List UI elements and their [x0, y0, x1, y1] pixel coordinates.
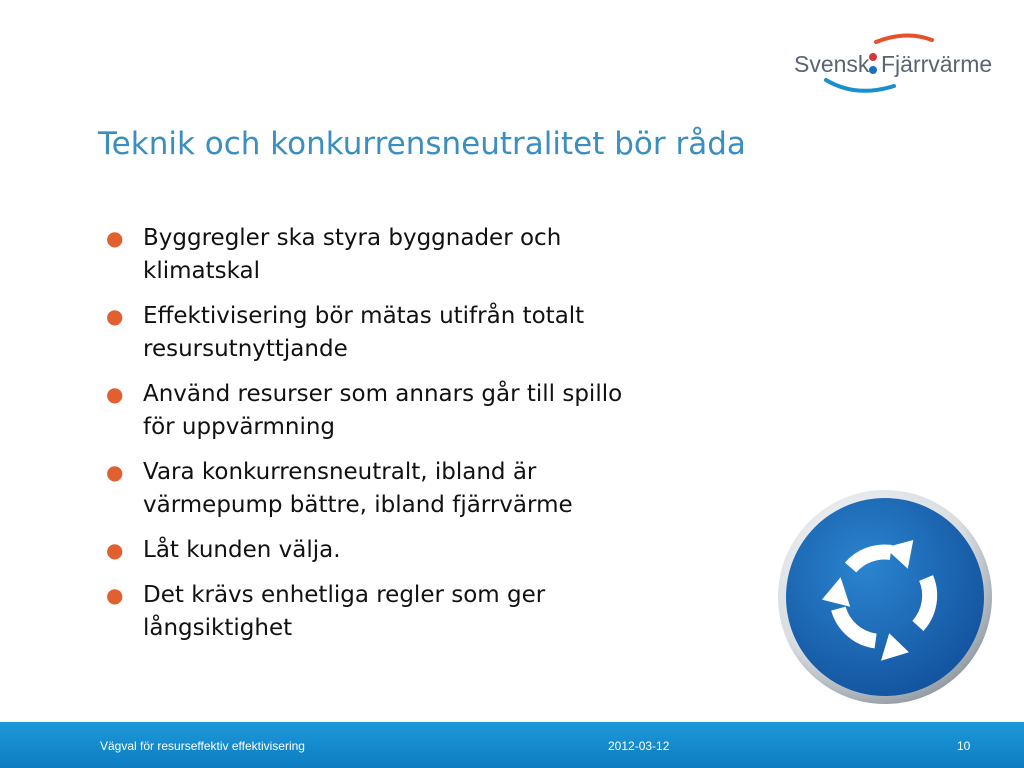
bullet-list	[100, 222, 720, 657]
bullet-dot-icon: ●	[106, 583, 124, 607]
bullet-text-line2: resursutnyttjande	[143, 336, 348, 362]
bullet-item	[100, 378, 720, 444]
slide-title: Teknik och konkurrensneutralitet bör råda	[98, 126, 746, 162]
bullet-item	[100, 222, 720, 288]
footer-bar	[0, 722, 1024, 768]
logo-text-svensk: Svensk	[794, 51, 870, 77]
footer-date: 2012-03-12	[608, 739, 670, 753]
bullet-dot-icon: ●	[106, 538, 124, 562]
roundabout-sign-icon	[776, 488, 994, 706]
bullet-dot-icon: ●	[106, 304, 124, 328]
bullet-item	[100, 300, 720, 366]
logo	[786, 32, 996, 102]
bullet-text-line2: klimatskal	[143, 258, 260, 284]
bullet-text-line2: för uppvärmning	[143, 414, 336, 440]
bullet-item	[100, 534, 720, 567]
bullet-text-line1: Vara konkurrensneutralt, ibland är	[143, 459, 537, 485]
page-number: 10	[957, 739, 971, 753]
footer-title: Vägval för resurseffektiv effektivisering	[100, 739, 305, 753]
bullet-text-line2: värmepump bättre, ibland fjärrvärme	[143, 492, 573, 518]
bullet-text-line1: Effektivisering bör mätas utifrån totalt	[143, 303, 585, 329]
logo-text-fjarrvarme: Fjärrvärme	[881, 51, 993, 77]
bullet-text-line1: Det krävs enhetliga regler som ger	[143, 582, 546, 608]
bullet-item	[100, 579, 720, 645]
bullet-dot-icon: ●	[106, 226, 124, 250]
bullet-text-line1: Använd resurser som annars går till spillo	[143, 381, 623, 407]
bullet-dot-icon: ●	[106, 460, 124, 484]
bullet-item	[100, 456, 720, 522]
bullet-dot-icon: ●	[106, 382, 124, 406]
bullet-text-line1: Låt kunden välja.	[143, 537, 341, 563]
bullet-text-line1: Byggregler ska styra byggnader och	[143, 225, 562, 251]
bullet-text-line2: långsiktighet	[143, 615, 293, 641]
